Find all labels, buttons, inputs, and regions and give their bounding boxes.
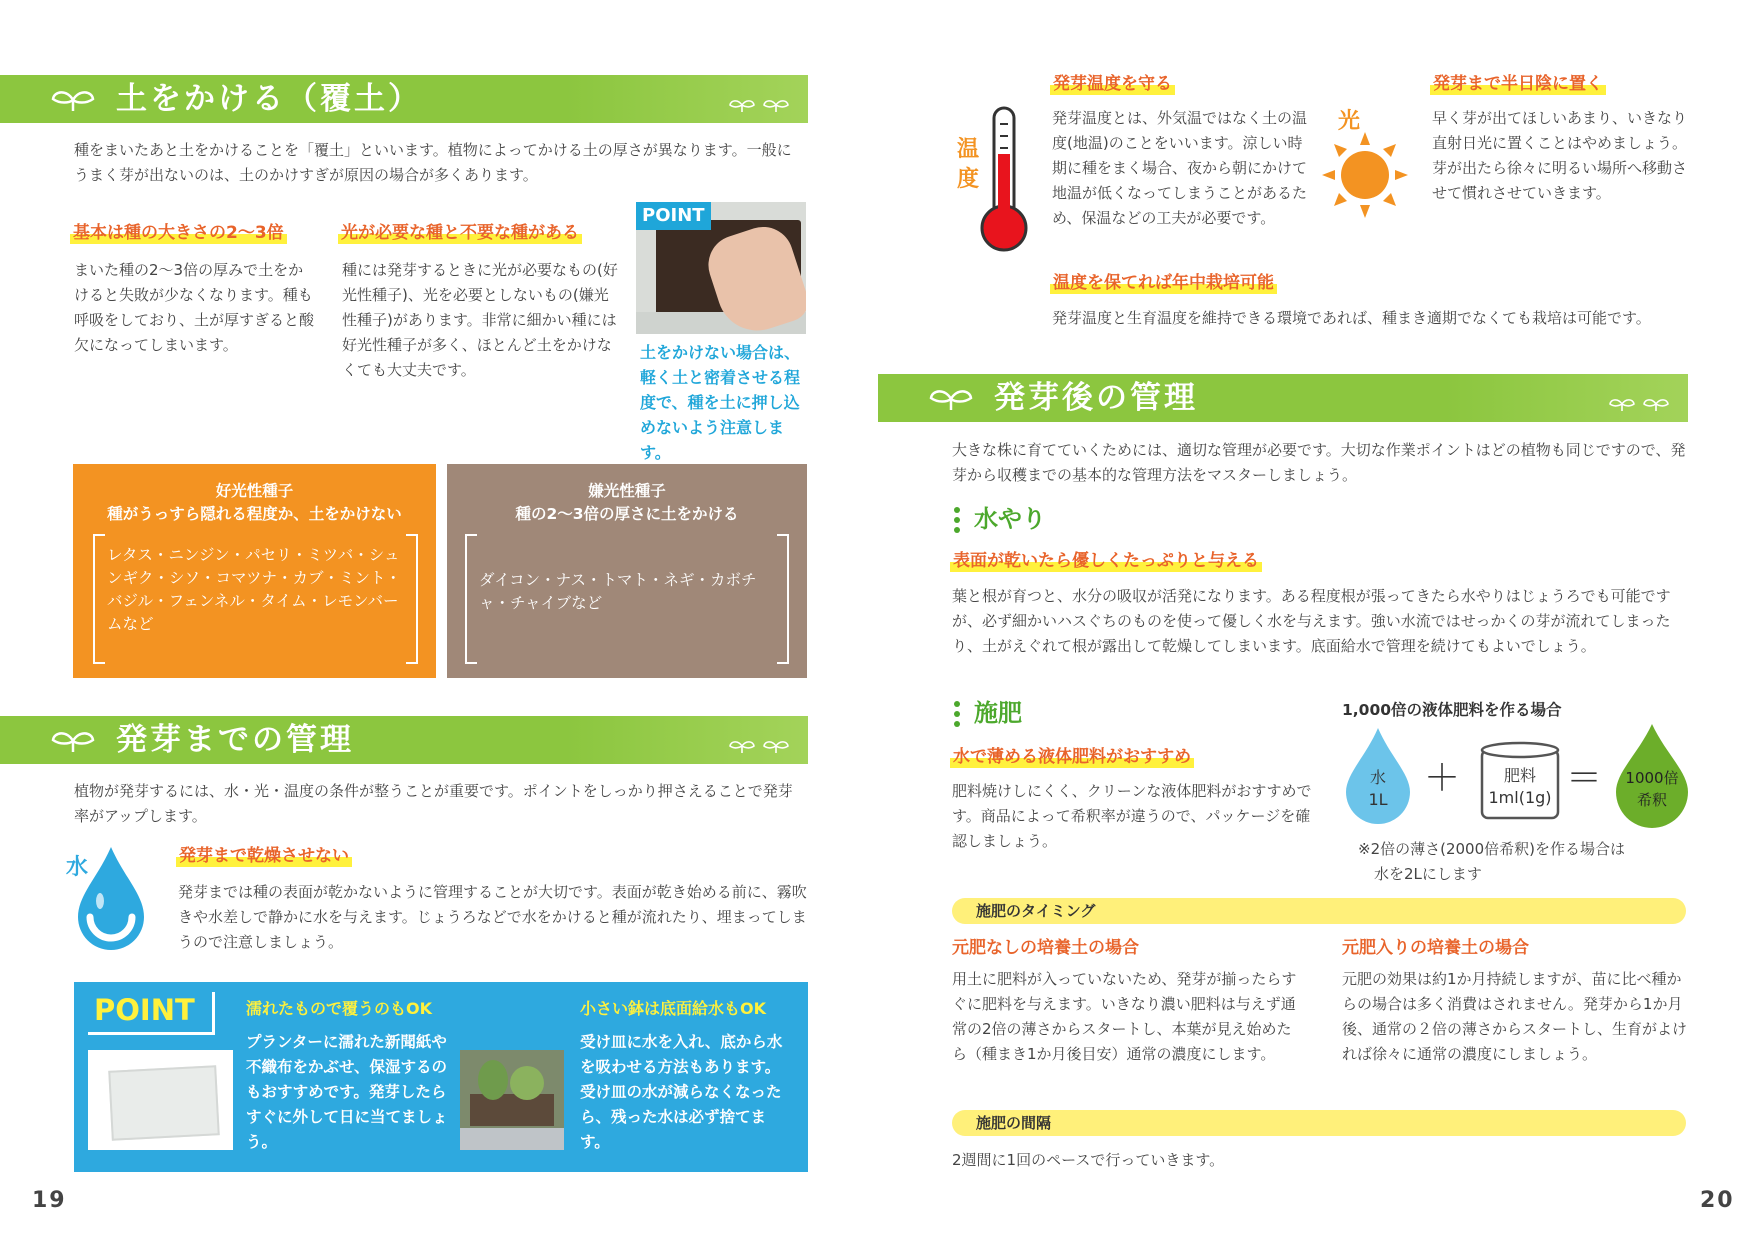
bottom-watering-photo [460, 1050, 564, 1150]
after-germination-intro: 大きな株に育てていくためには、適切な管理が必要です。大切な作業ポイントはどの植物も同じですので、発芽から収穫までの基本的な管理方法をマスターしましょう。 [952, 441, 1686, 484]
box2-subtitle: 種の2〜3倍の厚さに土をかける [515, 505, 739, 523]
col1-heading: 基本は種の大きさの2〜3倍 [70, 222, 287, 244]
germination-intro: 植物が発芽するには、水・光・温度の条件が整うことが重要です。ポイントをしっかり押さえることで発芽率がアップします。 [74, 782, 793, 825]
dilution-note-2: 水を2Lにします [1374, 865, 1482, 883]
drop2-label1: 1000倍 [1625, 769, 1679, 787]
interval-pill: 施肥の間隔 [952, 1110, 1686, 1136]
point-badge: POINT [636, 202, 711, 230]
section-band-after-germination [878, 374, 1688, 422]
box2-list: ダイコン・ナス・トマト・ネギ・カボチャ・チャイブなど [479, 571, 757, 612]
water-body: 発芽までは種の表面が乾かないように管理することが大切です。表面が乾き始める前に、霧吹きや水差しで静かに水を与えます。じょうろなどで水をかけると種が流れたり、埋まってしまうので注意しましょう。 [178, 883, 807, 951]
box2-title: 嫌光性種子 [588, 482, 666, 500]
drop1-label1: 水 [1369, 768, 1386, 787]
box1-subtitle: 種がうっすら隠れる程度か、土をかけない [107, 505, 402, 523]
section-band-germination [0, 716, 808, 764]
can-label1: 肥料 [1503, 766, 1536, 785]
dilution-note-1: ※2倍の薄さ(2000倍希釈)を作る場合は [1358, 840, 1625, 858]
fertilizer-subheading: 施肥 [974, 699, 1022, 727]
can-label2: 1ml(1g) [1488, 788, 1552, 807]
page-number-right: 20 [1700, 1188, 1735, 1213]
sprout-icon [50, 728, 96, 754]
drop2-label2: 希釈 [1636, 791, 1667, 809]
interval-body: 2週間に1回のペースで行っていきます。 [952, 1151, 1225, 1169]
col2-body: 種には発芽するときに光が必要なもの(好光性種子)、光を必要としないもの(嫌光性種子)があります。非常に細かい種には好光性種子が多く、ほとんど土をかけなくても大丈夫です。 [342, 261, 618, 379]
subheading-dots [954, 507, 960, 537]
watering-subheading: 水やり [974, 505, 1046, 533]
subheading-dots [954, 701, 960, 731]
box1-list: レタス・ニンジン・パセリ・ミツバ・シュンギク・シソ・コマツナ・カブ・ミント・バジル・フェンネル・タイム・レモンバームなど [107, 546, 402, 633]
plus-sign: ＋ [1424, 758, 1461, 799]
section-title: 発芽までの管理 [116, 722, 354, 758]
temperature-label-text: 温度 [957, 137, 980, 192]
sprout-icon [50, 87, 96, 113]
col2-heading: 光が必要な種と不要な種がある [338, 222, 582, 244]
point-text: 土をかけない場合は、軽く土と密着させる程度で、種を土に押し込めないよう注意します。 [640, 343, 801, 462]
water-drop-icon [74, 843, 148, 955]
light-heading: 発芽まで半日陰に置く [1430, 73, 1606, 95]
covered-planter-photo [88, 1050, 233, 1150]
equals-sign: ＝ [1566, 758, 1603, 799]
timing1-body: 用土に肥料が入っていないため、発芽が揃ったらすぐに肥料を与えます。いきなり濃い肥料は与えず通常の2倍の薄さからスタートし、本葉が見え始めたら（種まき1か月後目安）通常の濃度にします。 [952, 970, 1297, 1063]
section-band-dodo [0, 75, 808, 123]
drop1-label2: 1L [1368, 790, 1388, 809]
temperature-label [957, 135, 981, 195]
fertilizer-heading: 水で薄める液体肥料がおすすめ [950, 746, 1194, 768]
section-title: 土をかける（覆土） [116, 81, 422, 117]
timing2-heading: 元肥入りの培養土の場合 [1342, 938, 1529, 958]
sun-icon [1322, 132, 1408, 218]
light-label: 光 [1338, 109, 1361, 134]
fertilizer-body: 肥料焼けしにくく、クリーンな液体肥料がおすすめです。商品によって希釈率が違うので、パッケージを確認しましょう。 [952, 782, 1312, 850]
sprouts-decoration-icon [1608, 396, 1672, 412]
box1-title: 好光性種子 [215, 482, 294, 500]
sprout-icon [928, 386, 974, 412]
timing-pill: 施肥のタイミング [952, 898, 1686, 924]
sprouts-decoration-icon [728, 738, 792, 754]
watering-heading: 表面が乾いたら優しくたっぷりと与える [950, 550, 1262, 572]
sprouts-decoration-icon [728, 97, 792, 113]
year-round-body: 発芽温度と生育温度を維持できる環境であれば、種まき適期でなくても栽培は可能です。 [1052, 309, 1651, 327]
temp-body: 発芽温度とは、外気温ではなく土の温度(地温)のことをいいます。涼しい時期に種をまく場合、夜から朝にかけて地温が低くなってしまうことがあるため、保温などの工夫が必要です。 [1052, 109, 1308, 227]
light-body: 早く芽が出てほしいあまり、いきなり直射日光に置くことはやめましょう。芽が出たら徐々に明るい場所へ移動させて慣れさせていきます。 [1432, 109, 1688, 202]
timing1-heading: 元肥なしの培養土の場合 [952, 938, 1139, 958]
photophobic-seed-box [447, 464, 807, 678]
point-label: POINT [94, 993, 195, 1027]
p1-body: プランターに濡れた新聞紙や不織布をかぶせ、保湿するのもおすすめです。発芽したらすぐに外して日に当てましょう。 [246, 1033, 448, 1151]
dodo-intro: 種をまいたあと土をかけることを「覆土」といいます。植物によってかける土の厚さが異なります。一般にうまく芽が出ないのは、土のかけすぎが原因の場合が多くあります。 [74, 141, 792, 184]
thermometer-icon [980, 104, 1028, 256]
year-round-heading: 温度を保てれば年中栽培可能 [1050, 272, 1277, 294]
p2-heading: 小さい鉢は底面給水もOK [580, 999, 767, 1018]
diagram-title: 1,000倍の液体肥料を作る場合 [1342, 701, 1562, 719]
p2-body: 受け皿に水を入れ、底から水を吸わせる方法もあります。受け皿の水が減らなくなったら、残った水は必ず捨てます。 [580, 1033, 783, 1151]
photophilic-seed-box [73, 464, 436, 678]
point-blue-box [74, 982, 808, 1172]
watering-body: 葉と根が育つと、水分の吸収が活発になります。ある程度根が張ってきたら水やりはじょうろでも可能ですが、必ず細かいハスぐちのものを使って優しく水を与えます。強い水流ではせっかくの芽が流れてしまったり、土がえぐれて根が露出して乾燥してしまいます。底面給水で管理を続けてもよいでしょう。 [952, 587, 1671, 655]
page-number-left: 19 [32, 1188, 67, 1213]
p1-heading: 濡れたもので覆うのもOK [246, 999, 433, 1018]
section-title: 発芽後の管理 [994, 380, 1198, 416]
water-heading: 発芽まで乾燥させない [176, 845, 352, 867]
water-label: 水 [66, 855, 89, 880]
timing2-body: 元肥の効果は約1か月持続しますが、苗に比べ種からの場合は多く消費はされません。発芽から1か月後、通常の２倍の薄さからスタートし、生育がよければ徐々に通常の濃度にしましょう。 [1342, 970, 1688, 1063]
col1-body: まいた種の2〜3倍の厚みで土をかけると失敗が少なくなります。種も呼吸をしており、土が厚すぎると酸欠になってしまいます。 [74, 261, 315, 354]
temp-heading: 発芽温度を守る [1050, 73, 1175, 95]
